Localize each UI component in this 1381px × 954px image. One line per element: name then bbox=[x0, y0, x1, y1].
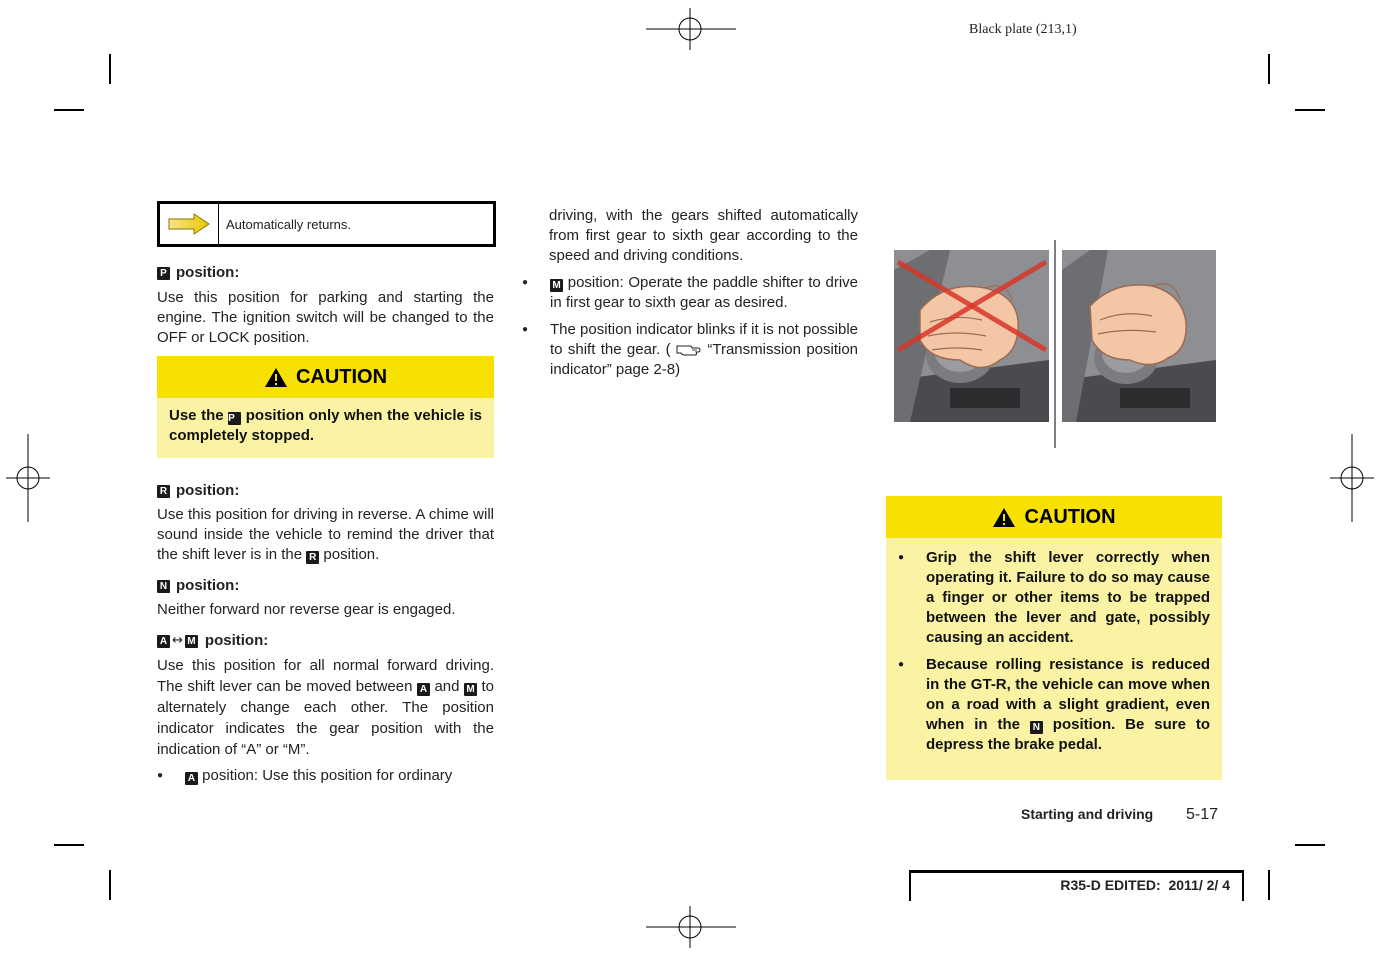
crop-mark bbox=[54, 109, 84, 111]
caution-box-2 bbox=[886, 496, 1222, 780]
m-key-icon: M bbox=[550, 279, 563, 292]
caution-title: CAUTION bbox=[295, 365, 388, 388]
bullet-a-item bbox=[157, 766, 494, 786]
r-position-text bbox=[157, 505, 494, 565]
p-key-icon: P bbox=[228, 412, 241, 425]
crop-mark bbox=[109, 54, 111, 84]
crop-mark bbox=[54, 844, 84, 846]
crop-mark bbox=[1268, 870, 1270, 900]
am-text-a: Use this position for all normal forward driving. The shift lever can be moved between bbox=[157, 657, 494, 695]
edited-box bbox=[909, 870, 1244, 901]
bullet-a-text bbox=[185, 766, 494, 786]
left-column-lower bbox=[157, 481, 494, 786]
bullet-m-item bbox=[522, 273, 858, 313]
caution-body bbox=[157, 398, 494, 456]
registration-mark-left bbox=[6, 434, 50, 522]
middle-column bbox=[522, 206, 858, 380]
reference-hand-icon bbox=[676, 341, 702, 357]
indicator-text-a: The position indicator blinks if it is not possible to shift the gear. bbox=[550, 321, 858, 358]
paren: ( bbox=[665, 341, 671, 358]
heading-label: position: bbox=[176, 264, 240, 281]
indicator-text-b: “Transmission position indicator” page 2-8) bbox=[550, 341, 859, 378]
a-key-icon: A bbox=[185, 772, 198, 785]
am-position-heading bbox=[157, 631, 494, 651]
am-position-text bbox=[157, 655, 494, 760]
incorrect-grip-panel bbox=[894, 250, 1049, 422]
bullet-a-label: position: Use this position for ordinary bbox=[202, 767, 453, 784]
am-text-and: and bbox=[434, 678, 460, 695]
caution-item-text bbox=[926, 655, 1210, 755]
caution-item-text: Grip the shift lever correctly when operating it. Failure to do so may cause a finger or other items to be trapped between the lever and gate, possibly causing an accident. bbox=[926, 549, 1210, 646]
crop-mark bbox=[1295, 844, 1325, 846]
m-key-icon: M bbox=[185, 635, 198, 648]
yellow-arrow-icon bbox=[160, 204, 219, 244]
caution-header bbox=[157, 356, 494, 398]
a-key-icon: A bbox=[157, 635, 170, 648]
caution-text-b: position only when the vehicle is completely stopped. bbox=[169, 407, 482, 444]
shift-lever-grip-illustration bbox=[890, 210, 1220, 450]
legend-box bbox=[157, 201, 496, 247]
caution-text-a: Use the bbox=[169, 407, 224, 424]
caution-item-text-b: position. Be sure to depress the brake pedal. bbox=[926, 716, 1210, 753]
bullet: ● bbox=[898, 659, 905, 670]
m-key-icon: M bbox=[464, 683, 477, 696]
bullet: ● bbox=[898, 552, 905, 563]
heading-label: position: bbox=[176, 482, 240, 499]
plate-label: Black plate (213,1) bbox=[969, 22, 1077, 37]
r-key-icon: R bbox=[157, 485, 170, 498]
n-key-icon: N bbox=[1030, 721, 1043, 734]
caution-item-1 bbox=[898, 548, 1210, 648]
a-continued-text: driving, with the gears shifted automatically from first gear to sixth gear according to the speed and driving conditions. bbox=[549, 207, 858, 264]
caution-title: CAUTION bbox=[1024, 505, 1116, 528]
r-position-heading bbox=[157, 481, 494, 501]
r-key-icon: R bbox=[306, 551, 319, 564]
warning-icon bbox=[992, 507, 1016, 528]
bullet-m-label: position: Operate the paddle shifter to drive in first gear to sixth gear as desired. bbox=[550, 274, 859, 311]
caution-body bbox=[886, 538, 1222, 765]
registration-mark-bottom bbox=[646, 906, 736, 948]
bullet-m-text bbox=[550, 273, 858, 313]
double-arrow-icon: ↔ bbox=[172, 633, 183, 648]
crop-mark bbox=[109, 870, 111, 900]
bullet-indicator-item bbox=[522, 320, 858, 380]
edited-stamp: R35-D EDITED: 2011/ 2/ 4 bbox=[1060, 877, 1230, 893]
registration-mark-top bbox=[646, 8, 736, 50]
r-text-b: position. bbox=[323, 546, 380, 563]
n-position-heading bbox=[157, 576, 494, 596]
bullet: ● bbox=[522, 277, 529, 288]
heading-label: position: bbox=[176, 577, 240, 594]
a-key-icon: A bbox=[417, 683, 430, 696]
warning-icon bbox=[264, 367, 288, 388]
caution-item-2 bbox=[898, 655, 1210, 755]
heading-label: position: bbox=[204, 632, 269, 649]
bullet-indicator-text bbox=[550, 320, 858, 380]
am-text-b: to alternately change each other. The position indicator indicates the gear position with the indication of “A” or “M”. bbox=[157, 678, 494, 758]
crop-mark bbox=[1295, 109, 1325, 111]
p-position-text: Use this position for parking and starting the engine. The ignition switch will be changed to the OFF or LOCK position. bbox=[157, 289, 494, 346]
caution-box-1 bbox=[157, 356, 494, 458]
caution-text bbox=[169, 406, 482, 446]
bullet: ● bbox=[522, 324, 529, 335]
n-key-icon: N bbox=[157, 580, 170, 593]
crop-mark bbox=[1268, 54, 1270, 84]
p-key-icon: P bbox=[157, 267, 170, 280]
left-column bbox=[157, 263, 494, 348]
footer-page-number: 5-17 bbox=[1186, 806, 1219, 823]
n-position-text: Neither forward nor reverse gear is engaged. bbox=[157, 601, 456, 618]
registration-mark-right bbox=[1330, 434, 1374, 522]
r-text-a: Use this position for driving in reverse. A chime will sound inside the vehicle to remind the driver that the shift lever is in the bbox=[157, 506, 494, 563]
legend-text: Automatically returns. bbox=[226, 216, 351, 232]
p-position-heading bbox=[157, 263, 494, 283]
caution-item-text-a: Because rolling resistance is reduced in the GT-R, the vehicle can move when on a road with a slight gradient, even when in the bbox=[926, 656, 1210, 733]
caution-header bbox=[886, 496, 1222, 538]
bullet: ● bbox=[157, 770, 164, 781]
footer-section-title: Starting and driving bbox=[1021, 806, 1154, 822]
correct-grip-panel bbox=[1062, 250, 1216, 422]
